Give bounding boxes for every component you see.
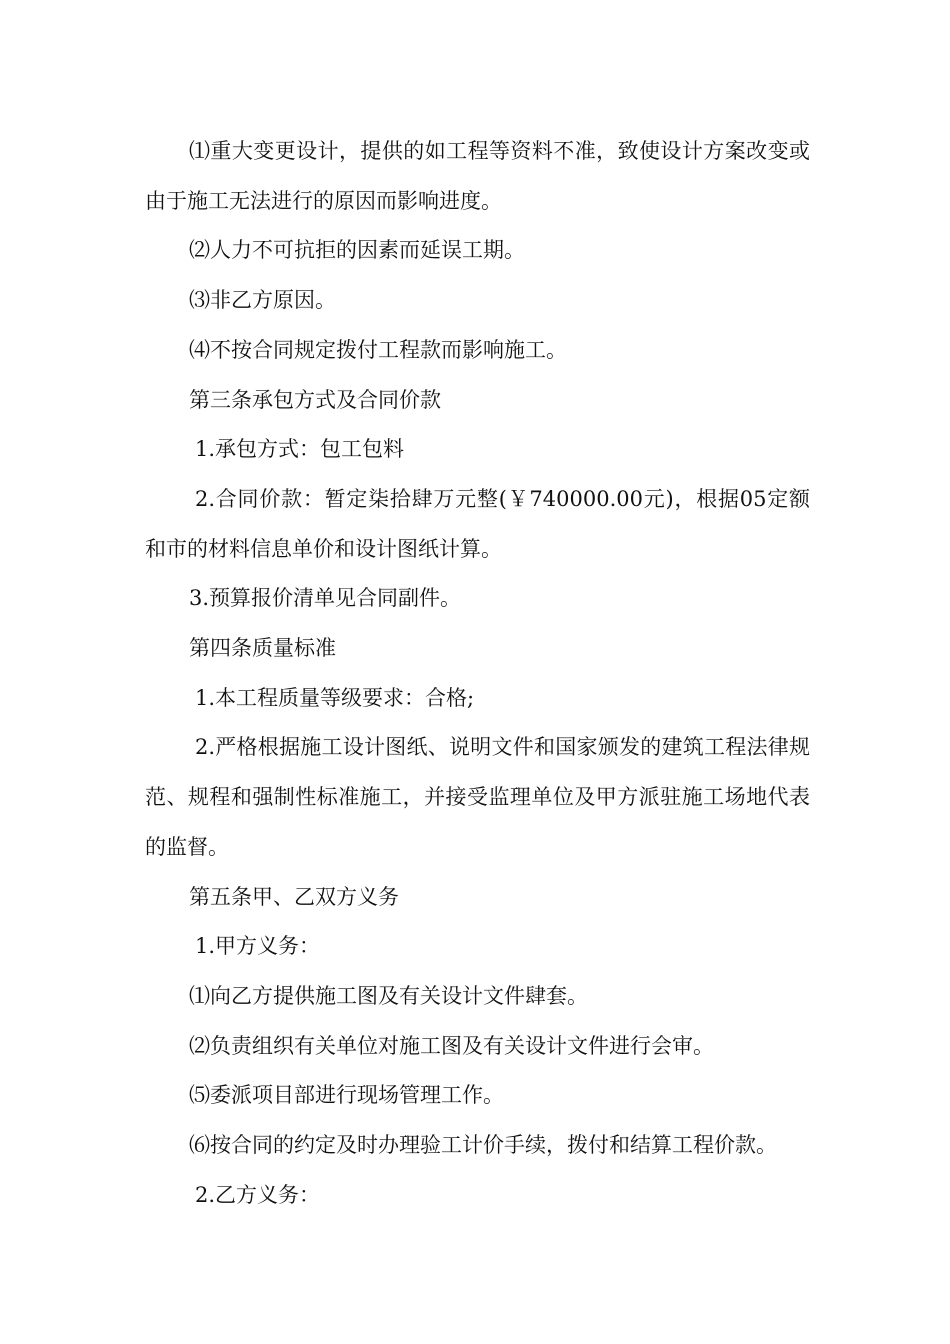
paragraph-delay-cause-4: ⑷不按合同规定拨付工程款而影响施工。 (189, 337, 567, 362)
paragraph-party-a-item-1: ⑴向乙方提供施工图及有关设计文件肆套。 (189, 983, 588, 1008)
paragraph-contract-method: 1.承包方式：包工包料 (195, 437, 405, 462)
heading-article-5: 第五条甲、乙双方义务 (189, 884, 399, 909)
paragraph-delay-cause-3: ⑶非乙方原因。 (189, 288, 336, 313)
paragraph-party-a-item-5: ⑸委派项目部进行现场管理工作。 (189, 1083, 504, 1108)
paragraph-budget-list: 3.预算报价清单见合同副件。 (189, 586, 462, 611)
paragraph-party-b-obligations: 2.乙方义务： (195, 1182, 321, 1207)
paragraph-party-a-item-6: ⑹按合同的约定及时办理验工计价手续，拨付和结算工程价款。 (189, 1133, 777, 1158)
paragraph-quality-standards: 2.严格根据施工设计图纸、说明文件和国家颁发的建筑工程法律规范、规程和强制性标准施工，并接受监理单位及甲方派驻施工场地代表的监督。 (145, 735, 810, 859)
paragraph-delay-cause-1: ⑴重大变更设计，提供的如工程等资料不准，致使设计方案改变或由于施工无法进行的原因而影响进度。 (145, 139, 810, 213)
heading-article-3: 第三条承包方式及合同价款 (189, 387, 441, 412)
heading-article-4: 第四条质量标准 (189, 636, 336, 661)
paragraph-party-a-obligations: 1.甲方义务： (195, 934, 321, 959)
paragraph-contract-price: 2.合同价款：暂定柒拾肆万元整(￥740000.00元)，根据05定额和市的材料信息单价和设计图纸计算。 (145, 486, 810, 561)
paragraph-quality-grade: 1.本工程质量等级要求：合格; (195, 685, 475, 710)
paragraph-party-a-item-2: ⑵负责组织有关单位对施工图及有关设计文件进行会审。 (189, 1033, 714, 1058)
paragraph-delay-cause-2: ⑵人力不可抗拒的因素而延误工期。 (189, 238, 525, 263)
document-body (145, 127, 810, 1220)
